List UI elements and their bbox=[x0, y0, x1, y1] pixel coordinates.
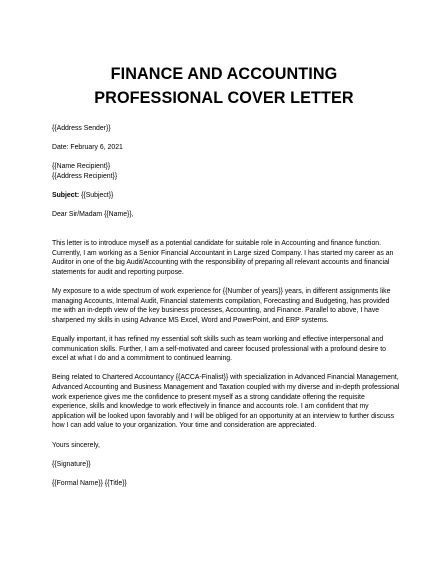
title-line-1: FINANCE AND ACCOUNTING bbox=[110, 65, 338, 83]
document-title bbox=[52, 62, 400, 110]
title-line-2: PROFESSIONAL COVER LETTER bbox=[94, 89, 354, 107]
paragraph-1: This letter is to introduce myself as a potential candidate for suitable role in Accounting and finance function. Currently, I am working as a Senior Financial Accountant in Large sized Company. I has started my career as an Auditor in one of the big Audit/Accounting with the responsibility of preparing all relevant accounts and financial statements for audit and reporting purpose. bbox=[52, 240, 394, 276]
letter-body bbox=[52, 124, 400, 489]
paragraph-2: My exposure to a wide spectrum of work experience for {{Number of years}} years, in different assignments like managing Accounts, Internal Audit, Financial statements compilation, Forecasting and Budgeting, has provided me with an in-depth view of the key business processes, Accounting, and Finance. Parallel to above, I have sharpened my skills in using Advance MS Excel, Word and PowerPoint, and ERP systems. bbox=[52, 288, 391, 324]
closing: Yours sincerely, bbox=[52, 441, 100, 449]
paragraph-4: Being related to Chartered Accountancy {{ACCA-Finalist}} with specialization in Advanced Financial Management, Advanced Accounting and Business Management and Taxation coupled with my diverse and in-depth professional work experience gives me the confidence to present myself as a strong candidate offering the requisite experience, skills and knowledge to work effectively in finance and accounts role. I am confident that my application will be looked upon favorably and I will be obliged for an opportunity at an interview to further discuss how I can add value to your organization. Your time and consideration are appreciated. bbox=[52, 374, 400, 430]
salutation: Dear Sir/Madam {{Name}}, bbox=[52, 211, 134, 219]
name-recipient: {{Name Recipient}} bbox=[52, 163, 111, 171]
subject-line bbox=[52, 191, 400, 201]
subject-label: Subject: bbox=[52, 192, 80, 200]
address-recipient: {{Address Recipient}} bbox=[52, 172, 118, 180]
subject-value: {{Subject}} bbox=[79, 192, 114, 200]
letter-date: Date: February 6, 2021 bbox=[52, 144, 123, 152]
formal-name: {{Formal Name}} {{Title}} bbox=[52, 479, 127, 487]
address-sender: {{Address Sender}} bbox=[52, 125, 111, 132]
paragraph-3: Equally important, it has refined my essential soft skills such as team working and effective interpersonal and communication skills. Further, I am a self-motivated and career focused professional with a profound desire to excel at what I do and a commitment to continued learning. bbox=[52, 336, 386, 363]
signature: {{Signature}} bbox=[52, 460, 91, 468]
